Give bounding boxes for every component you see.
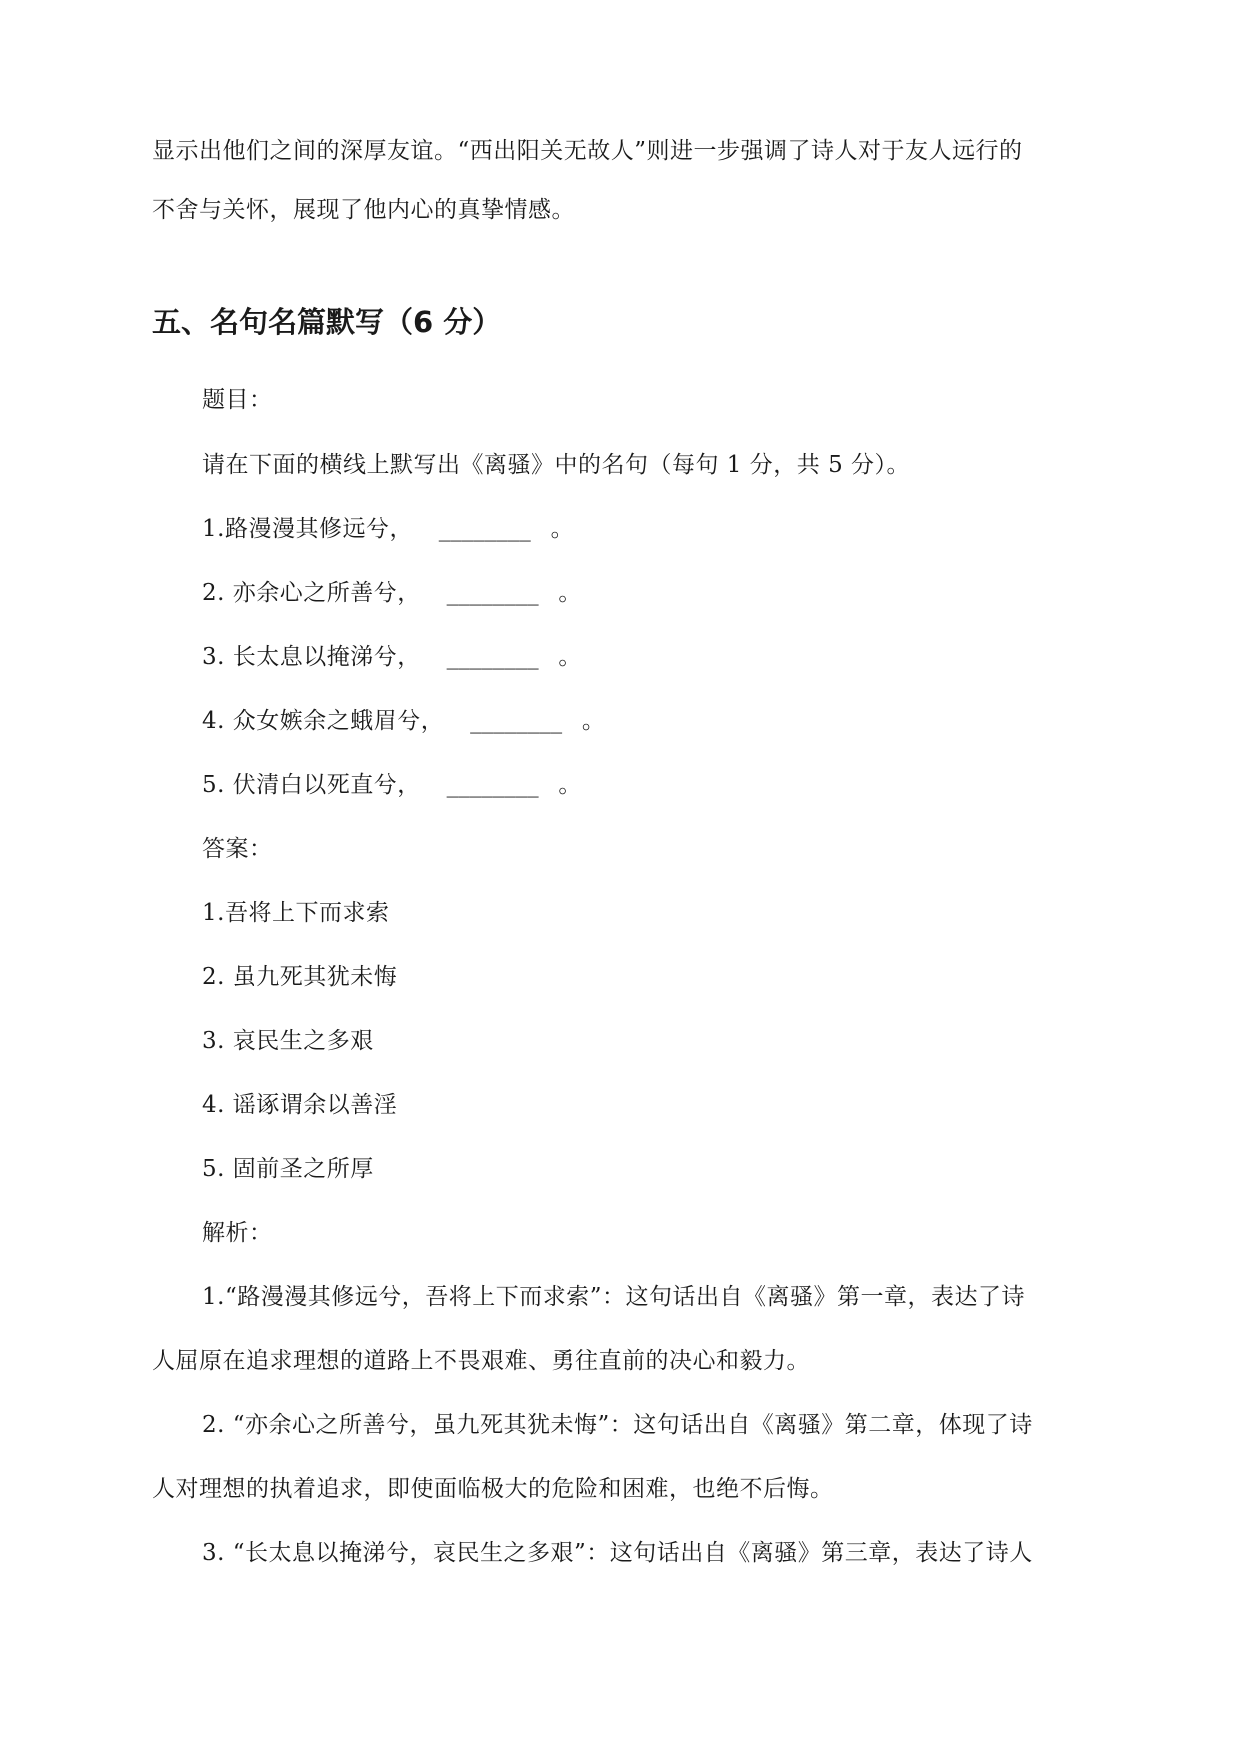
answer-label: 答案： xyxy=(202,836,273,862)
question-item xyxy=(202,578,582,608)
question-item-prompt: 2. 亦余心之所善兮， xyxy=(202,580,421,606)
question-item-prompt: 4. 众女嫉余之蛾眉兮， xyxy=(202,708,445,734)
question-item xyxy=(202,770,582,800)
section-heading: 五、名句名篇默写（6 分） xyxy=(152,305,502,339)
answer-blank: ________ xyxy=(446,580,539,606)
question-instruction: 请在下面的横线上默写出《离骚》中的名句（每句 1 分，共 5 分）。 xyxy=(202,452,911,478)
question-label: 题目： xyxy=(202,387,273,413)
answer-item: 3. 哀民生之多艰 xyxy=(202,1028,374,1054)
question-item xyxy=(202,642,582,672)
answer-item: 2. 虽九死其犹未悔 xyxy=(202,964,398,990)
analysis-label: 解析： xyxy=(202,1220,273,1246)
answer-item: 4. 谣诼谓余以善淫 xyxy=(202,1092,398,1118)
question-item xyxy=(202,706,605,736)
question-item-end: 。 xyxy=(558,772,582,798)
answer-blank: ________ xyxy=(446,644,539,670)
question-item-prompt: 5. 伏清白以死直兮， xyxy=(202,772,421,798)
answer-item: 5. 固前圣之所厚 xyxy=(202,1156,374,1182)
analysis-item-line-1: 3. “长太息以掩涕兮，哀民生之多艰”：这句话出自《离骚》第三章，表达了诗人 xyxy=(202,1540,1033,1566)
question-item-end: 。 xyxy=(558,644,582,670)
question-item-end: 。 xyxy=(550,516,575,542)
question-item-end: 。 xyxy=(558,580,582,606)
answer-blank: ________ xyxy=(470,708,563,734)
answer-blank: ________ xyxy=(438,516,531,542)
question-item-end: 。 xyxy=(581,708,606,734)
analysis-item-line-2: 人屈原在追求理想的道路上不畏艰难、勇往直前的决心和毅力。 xyxy=(152,1348,810,1374)
intro-paragraph-line-1: 显示出他们之间的深厚友谊。“西出阳关无故人”则进一步强调了诗人对于友人远行的 xyxy=(152,138,1023,164)
question-item xyxy=(202,514,574,544)
answer-blank: ________ xyxy=(446,772,539,798)
question-item-prompt: 1.路漫漫其修远兮， xyxy=(202,516,413,542)
answer-item: 1.吾将上下而求索 xyxy=(202,900,390,926)
analysis-item-line-1: 1.“路漫漫其修远兮，吾将上下而求索”：这句话出自《离骚》第一章，表达了诗 xyxy=(202,1284,1025,1310)
analysis-item-line-1: 2. “亦余心之所善兮，虽九死其犹未悔”：这句话出自《离骚》第二章，体现了诗 xyxy=(202,1412,1033,1438)
analysis-item-line-2: 人对理想的执着追求，即使面临极大的危险和困难，也绝不后悔。 xyxy=(152,1476,834,1502)
intro-paragraph-line-2: 不舍与关怀，展现了他内心的真挚情感。 xyxy=(152,197,575,223)
question-item-prompt: 3. 长太息以掩涕兮， xyxy=(202,644,421,670)
